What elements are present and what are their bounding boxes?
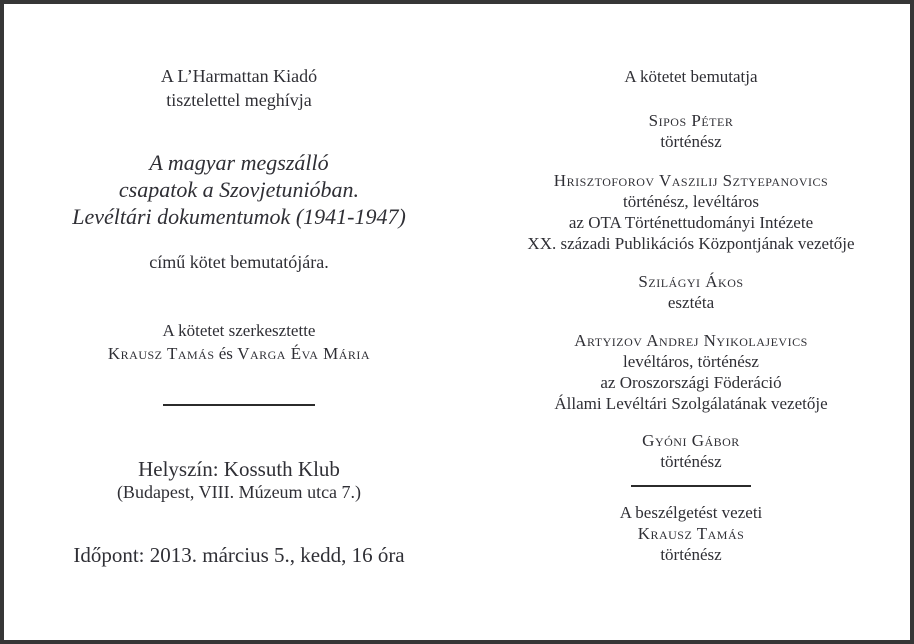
book-title	[30, 149, 448, 230]
moderator-heading: A beszélgetést vezeti	[619, 503, 763, 522]
editor-1: Krausz Tamás	[107, 344, 215, 363]
right-divider-rule	[631, 485, 751, 487]
book-title-line2: csapatok a Szovjetunióban.	[118, 177, 360, 202]
presenter-entry	[480, 271, 902, 313]
editors-block	[30, 319, 448, 365]
event-subtitle: című kötet bemutatójára.	[149, 252, 329, 272]
presenter-entry	[480, 330, 902, 414]
publisher-name: A L’Harmattan Kiadó	[160, 66, 318, 86]
presenter-entry	[480, 430, 902, 472]
book-title-line3: Levéltári dokumentumok (1941-1947)	[72, 204, 406, 229]
presenter-title: levéltáros, történész	[623, 352, 759, 371]
editors-intro: A kötetet szerkesztette	[162, 321, 316, 340]
venue-block	[30, 457, 448, 504]
venue-address: (Budapest, VIII. Múzeum utca 7.)	[116, 482, 362, 502]
presenter-title: az OTA Történettudományi Intézete	[568, 213, 814, 232]
presenter-title: történész, levéltáros	[623, 192, 759, 211]
presenter-title: XX. századi Publikációs Központjának vezetője	[527, 234, 855, 253]
presenter-name: Szilágyi Ákos	[638, 272, 744, 291]
book-title-line1: A magyar megszálló	[149, 150, 329, 175]
event-datetime: Időpont: 2013. március 5., kedd, 16 óra	[73, 543, 405, 567]
invitation-phrase: tisztelettel meghívja	[166, 90, 312, 110]
presenter-name: Sipos Péter	[648, 111, 734, 130]
moderator-block	[480, 502, 902, 565]
editors-conjunction: és	[214, 344, 238, 363]
editor-2: Varga Éva Mária	[237, 344, 371, 363]
presenter-name: Hrisztoforov Vaszilij Sztyepanovics	[553, 171, 829, 190]
left-panel	[30, 4, 448, 567]
presenter-title: történész	[660, 452, 722, 471]
presenter-name: Gyóni Gábor	[642, 431, 740, 450]
presenter-name: Artyizov Andrej Nyikolajevics	[574, 331, 808, 350]
publisher-block	[30, 64, 448, 112]
moderator-name: Krausz Tamás	[637, 524, 745, 543]
presenter-title: Állami Levéltári Szolgálatának vezetője	[554, 394, 828, 413]
presenters-heading: A kötetet bemutatja	[624, 67, 758, 86]
presenter-entry	[480, 110, 902, 152]
left-divider-rule	[163, 404, 315, 406]
editors-names	[30, 342, 448, 365]
presenter-entry	[480, 170, 902, 254]
venue-name: Helyszín: Kossuth Klub	[138, 457, 340, 481]
presenter-title: esztéta	[667, 293, 715, 312]
presenter-title: történész	[660, 132, 722, 151]
moderator-title: történész	[660, 545, 722, 564]
right-panel	[480, 4, 902, 565]
presenter-title: az Oroszországi Föderáció	[600, 373, 782, 392]
